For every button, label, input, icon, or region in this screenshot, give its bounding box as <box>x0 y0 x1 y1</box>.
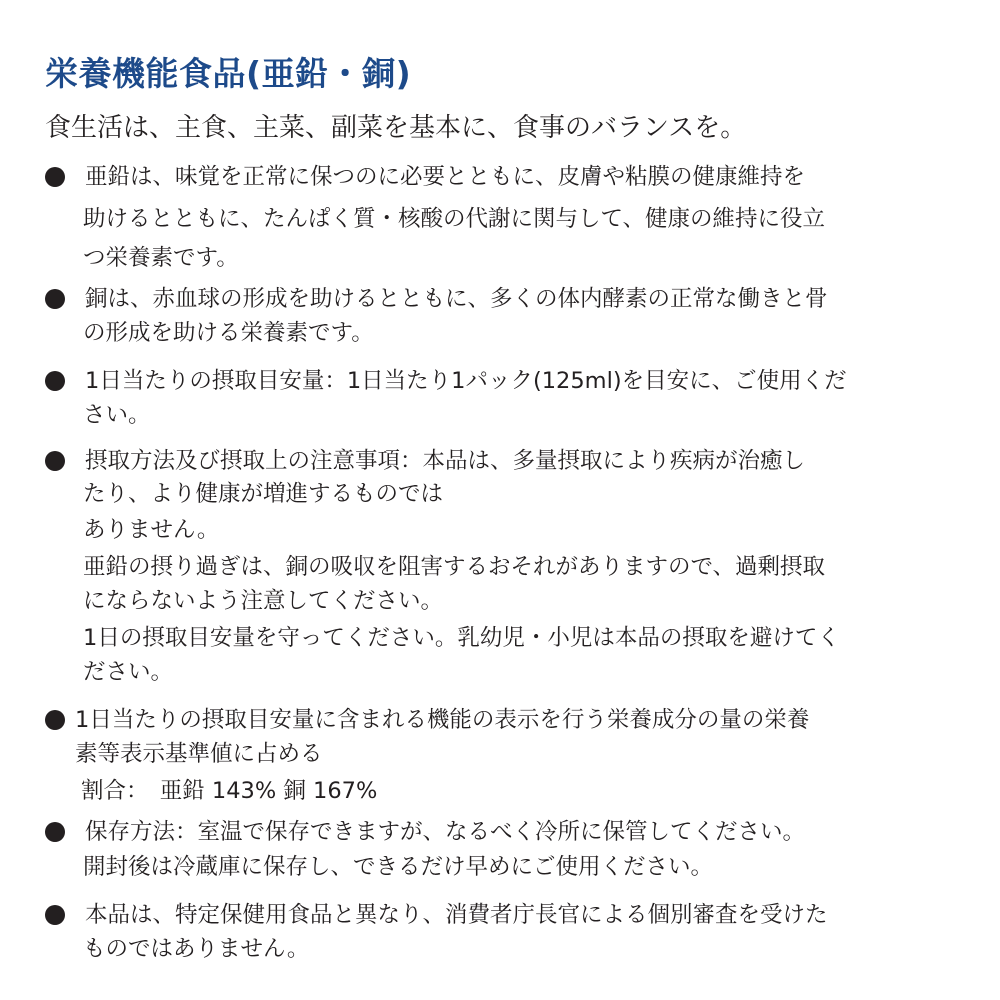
list-item-line: ださい。 <box>83 659 174 685</box>
bullet-icon <box>45 710 65 730</box>
list-item-line: にならないよう注意してください。 <box>83 588 444 614</box>
ratio-values: 割合： 亜鉛 143% 銅 167% <box>81 778 378 804</box>
list-item-line: 開封後は冷蔵庫に保存し、できるだけ早めにご使用ください。 <box>83 854 714 880</box>
bullet-icon <box>45 167 65 187</box>
list-item-line: 銅は、赤血球の形成を助けるとともに、多くの体内酵素の正常な働きと骨 <box>85 286 828 312</box>
bullet-icon <box>45 451 65 471</box>
list-item-line: 1日の摂取目安量を守ってください。乳幼児・小児は本品の摂取を避けてく <box>83 625 840 651</box>
list-item-line: ありません。 <box>83 517 220 543</box>
list-item-line: 亜鉛の摂り過ぎは、銅の吸収を阻害するおそれがありますので、過剰摂取 <box>83 554 826 580</box>
list-item-line: の形成を助ける栄養素です。 <box>83 320 374 346</box>
list-item-line: 保存方法：室温で保存できますが、なるべく冷所に保管してください。 <box>85 819 806 845</box>
list-item-line: さい。 <box>83 402 151 428</box>
list-item-line: ものではありません。 <box>83 936 310 962</box>
list-item-line: 1日当たりの摂取目安量：1日当たり1パック(125ml)を目安に、ご使用くだ <box>85 368 847 394</box>
list-item-line: 摂取方法及び摂取上の注意事項：本品は、多量摂取により疾病が治癒し <box>85 448 806 474</box>
page-subtitle: 食生活は、主食、主菜、副菜を基本に、食事のバランスを。 <box>45 113 747 143</box>
bullet-icon <box>45 905 65 925</box>
list-item-line: 本品は、特定保健用食品と異なり、消費者庁長官による個別審査を受けた <box>85 902 828 928</box>
list-item-line: たり、より健康が増進するものでは <box>83 481 444 507</box>
bullet-icon <box>45 822 65 842</box>
list-item-line: 助けるとともに、たんぱく質・核酸の代謝に関与して、健康の維持に役立 <box>83 206 826 232</box>
page-title: 栄養機能食品(亜鉛・銅) <box>45 54 412 93</box>
list-item-line: 1日当たりの摂取目安量に含まれる機能の表示を行う栄養成分の量の栄養 <box>75 707 810 733</box>
bullet-icon <box>45 371 65 391</box>
list-item-line: 亜鉛は、味覚を正常に保つのに必要とともに、皮膚や粘膜の健康維持を <box>85 164 806 190</box>
list-item-line: 素等表示基準値に占める <box>75 741 323 767</box>
bullet-icon <box>45 289 65 309</box>
list-item-line: つ栄養素です。 <box>83 245 239 271</box>
